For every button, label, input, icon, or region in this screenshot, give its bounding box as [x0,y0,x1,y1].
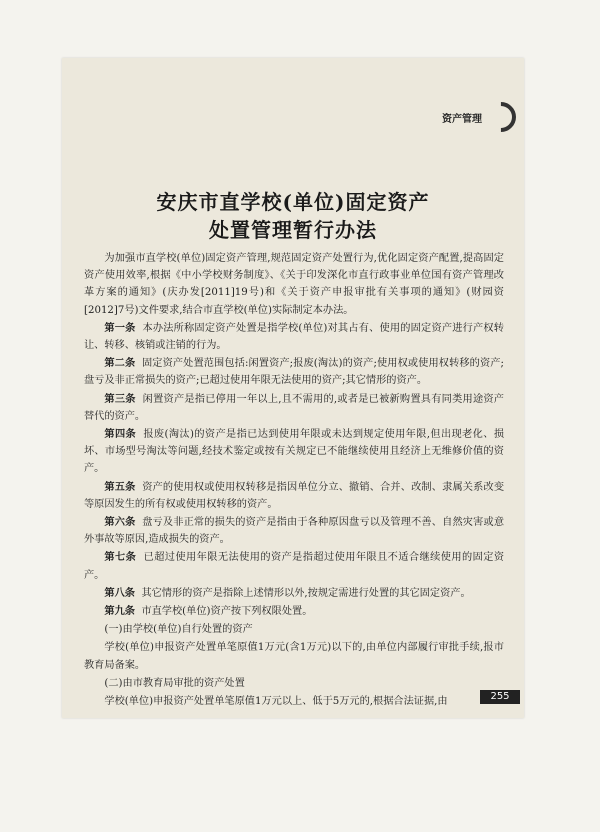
page-title-line1: 安庆市直学校(单位)固定资产 [156,190,430,214]
page-title-line2: 处置管理暂行办法 [209,218,377,242]
paragraph: 第八条 其它情形的资产是指除上述情形以外,按规定需进行处置的其它固定资产。 [104,586,471,599]
paragraph: 第四条 报废(淘汰)的资产是指已达到使用年限或未达到规定使用年限,但出现老化、损坏、市场型号淘汰等问题,经技术鉴定或按有关规定已不能继续使用且经济上无维修价值的资产。 [84,428,505,475]
section-label: 资产管理 [442,113,482,125]
paragraph: 学校(单位)申报资产处置单笔原值1万元以上、低于5万元的,根据合法证据,由 [104,696,448,708]
section-header [442,102,516,132]
document-page [62,58,524,718]
paragraph: 第九条 市直学校(单位)资产按下列权限处置。 [104,605,313,618]
paragraph: (一)由学校(单位)自行处置的资产 [104,624,253,636]
paragraph: 第六条 盘亏及非正常的损失的资产是指由于各种原因盘亏以及管理不善、自然灾害或意外事故等原因,造成损失的资产。 [84,516,505,546]
section-arc-icon [480,96,522,138]
paragraph: 为加强市直学校(单位)固定资产管理,规范固定资产处置行为,优化固定资产配置,提高固定资产使用效率,根据《中小学校财务制度》、《关于印发深化市直行政事业单位国有资产管理改革方案的通知》(庆办发[2011]19号)和《关于资产申报审批有关事项的通知》(财园资[2012]7号)文件要求,结合市直学校(单位)实际制定本办法。 [84,253,504,316]
page-number: 255 [480,690,520,704]
paragraph: 第七条 已超过使用年限无法使用的资产是指超过使用年限且不适合继续使用的固定资产。 [84,551,505,581]
paragraph: 第五条 资产的使用权或使用权转移是指因单位分立、撤销、合并、改制、隶属关系改变等原因发生的所有权或使用权转移的资产。 [84,480,505,510]
paragraph: 第二条 固定资产处置范围包括:闲置资产;报废(淘汰)的资产;使用权或使用权转移的资产;盘亏及非正常损失的资产;已超过使用年限无法使用的资产;其它情形的资产。 [84,357,504,387]
document-body [84,250,504,711]
paragraph: 第三条 闲置资产是指已停用一年以上,且不需用的,或者是已被新购置具有同类用途资产替代的资产。 [84,392,504,422]
paragraph: 第一条 本办法所称固定资产处置是指学校(单位)对其占有、使用的固定资产进行产权转让、转移、核销或注销的行为。 [84,321,504,352]
paragraph: (二)由市教育局审批的资产处置 [104,677,245,689]
paragraph: 学校(单位)申报资产处置单笔原值1万元(含1万元)以下的,由单位内部履行审批手续,报市教育局备案。 [84,642,504,671]
